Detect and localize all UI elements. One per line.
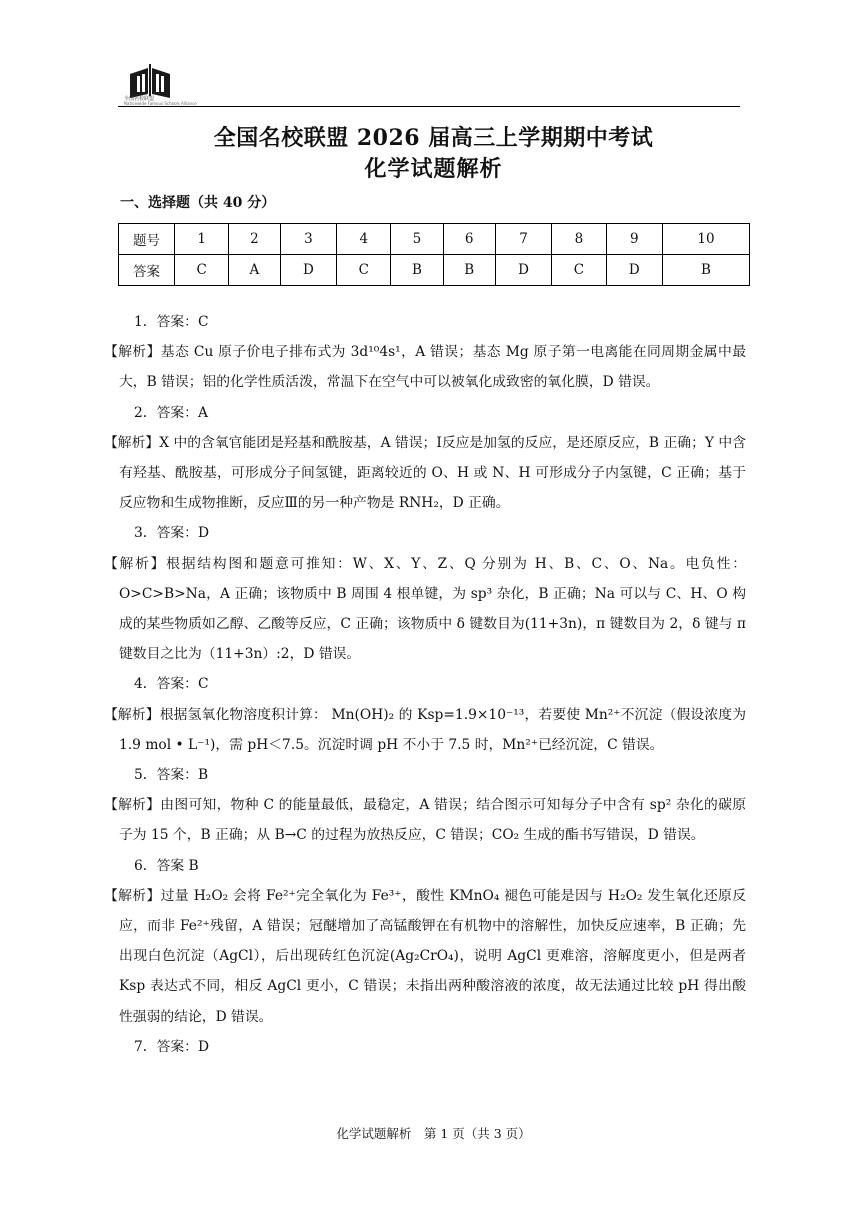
table-cell: 1	[175, 224, 229, 255]
document-title: 全国名校联盟 2026 届高三上学期期中考试	[213, 125, 654, 151]
question-number-row	[119, 224, 750, 255]
table-cell: 2	[229, 224, 280, 255]
answer-line-7: 7．答案：D	[134, 1038, 210, 1055]
document-subtitle: 化学试题解析	[364, 156, 503, 182]
section-heading: 一、选择题（共 40 分）	[120, 195, 276, 211]
table-cell: C	[337, 255, 391, 286]
table-cell: 3	[280, 224, 337, 255]
answer-table	[118, 223, 750, 286]
table-cell: C	[175, 255, 229, 286]
answer-line-3: 3．答案：D	[134, 525, 210, 542]
table-cell: D	[495, 255, 552, 286]
table-cell: A	[229, 255, 280, 286]
table-cell: D	[606, 255, 663, 286]
explanation-1: 【解析】基态 Cu 原子价电子排布式为 3d¹⁰4s¹，A 错误；基态 Mg 原子第一电离能在同周期金属中最大，B 错误；铝的化学性质活泼，常温下在空气中可以被氧化成致密的氧化膜，D 错误。	[104, 344, 746, 391]
answer-line-2: 2．答案：A	[134, 404, 208, 421]
answer-row	[119, 255, 750, 286]
explanation-6: 【解析】过量 H₂O₂ 会将 Fe²⁺完全氧化为 Fe³⁺，酸性 KMnO₄ 褪色可能是因与 H₂O₂ 发生氧化还原反应，而非 Fe²⁺残留，A 错误；冠醚增加了高锰酸钾在有机物中的溶解性，加快反应速率，B 正确；先出现白色沉淀（AgCl），后出现砖红色沉淀(Ag₂CrO₄)，说明 AgCl 更难溶，溶解度更小，但是两者 Ksp 表达式不同，相反 AgCl 更小，C 错误；未指出两种酸溶液的浓度，故无法通过比较 pH 得出酸性强弱的结论，D 错误。	[104, 887, 746, 1025]
answer-line-5: 5．答案：B	[134, 767, 209, 784]
header-divider	[118, 106, 740, 107]
explanation-3: 【解析】根据结构图和题意可推知：W、X、Y、Z、Q 分别为 H、B、C、O、Na。电负性：O>C>B>Na，A 正确；该物质中 B 周围 4 根单键，为 sp³ 杂化，B 正确；Na 可以与 C、H、O 构成的某些物质如乙醇、乙酸等反应，C 正确；该物质中 δ 键数目为(11+3n)，π 键数目为 2，δ 键与 π 键数目之比为（11+3n）:2，D 错误。	[104, 555, 746, 663]
explanation-2: 【解析】X 中的含氧官能团是羟基和酰胺基，A 错误；Ⅰ反应是加氢的反应，是还原反应，B 正确；Y 中含有羟基、酰胺基，可形成分子间氢键，距离较近的 O、H 或 N、H 可形成分子内氢键，C 正确；基于反应物和生成物推断，反应Ⅲ的另一种产物是 RNH₂，D 正确。	[104, 434, 746, 512]
table-cell: B	[663, 255, 750, 286]
table-cell: C	[552, 255, 606, 286]
table-cell: 7	[495, 224, 552, 255]
table-cell: B	[443, 255, 495, 286]
answer-line-4: 4．答案：C	[134, 676, 209, 693]
explanations-body	[104, 307, 746, 1062]
explanation-5: 【解析】由图可知，物种 C 的能量最低，最稳定，A 错误；结合图示可知每分子中含有 sp² 杂化的碳原子为 15 个，B 正确；从 B→C 的过程为放热反应，C 错误；CO₂ 生成的酯书写错误，D 错误。	[104, 797, 746, 844]
logo-text: 全国名校联盟	[124, 96, 155, 102]
row-label: 答案	[119, 255, 175, 286]
table-cell: 5	[391, 224, 443, 255]
table-cell: 6	[443, 224, 495, 255]
table-cell: 9	[606, 224, 663, 255]
table-cell: B	[391, 255, 443, 286]
answer-line-1: 1．答案：C	[134, 314, 209, 330]
page-footer: 化学试题解析 第 1 页（共 3 页）	[336, 1126, 531, 1141]
logo-subtext: Nationwide Famous Schools Alliance	[124, 101, 197, 106]
table-cell: D	[280, 255, 337, 286]
explanation-4: 【解析】根据氢氧化物溶度积计算： Mn(OH)₂ 的 Ksp=1.9×10⁻¹³，若要使 Mn²⁺不沉淀（假设浓度为 1.9 mol • L⁻¹)，需 pH＜7.5。沉淀时调 pH 不小于 7.5 时，Mn²⁺已经沉淀，C 错误。	[104, 706, 746, 753]
table-cell: 8	[552, 224, 606, 255]
row-label: 题号	[119, 224, 175, 255]
answer-line-6: 6．答案 B	[134, 857, 199, 874]
table-cell: 4	[337, 224, 391, 255]
table-cell: 10	[663, 224, 750, 255]
